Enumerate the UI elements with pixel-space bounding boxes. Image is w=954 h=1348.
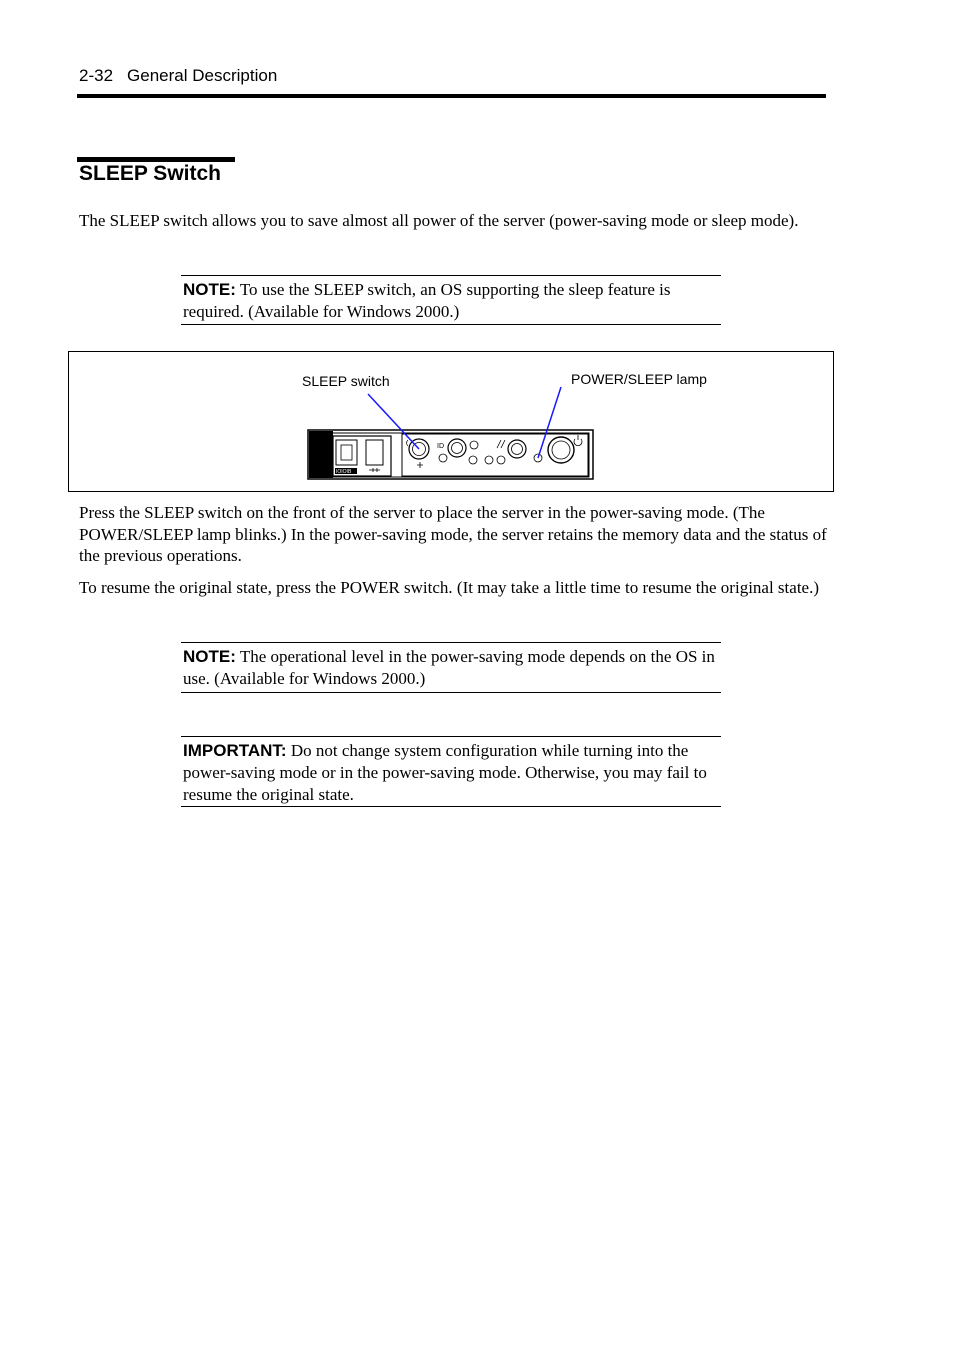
page-header — [79, 66, 277, 86]
front-panel-figure — [68, 351, 834, 492]
intro-paragraph: The SLEEP switch allows you to save almost all power of the server (power-saving mode or sleep mode). — [79, 211, 799, 230]
id-switch-inner — [452, 443, 463, 454]
note-label: NOTE: — [183, 647, 236, 666]
disk-lamp — [469, 456, 477, 464]
page-number: 2-32 — [79, 66, 114, 85]
important-box — [181, 736, 721, 807]
sleep-switch-callout-label: SLEEP switch — [302, 373, 390, 389]
sleep-procedure-paragraph: Press the SLEEP switch on the front of the server to place the server in the power-saving mode. (The POWER/SLEEP lamp blinks.) In the power-saving mode, the server retains the memory data and the status of the previous operations. — [79, 503, 827, 565]
important-text: Do not change system configuration while turning into the power-saving mode or in the power-saving mode. Otherwise, you may fail to resume the original state. — [183, 741, 707, 804]
note-box-operational-level — [181, 642, 721, 693]
id-switch-label: ID — [437, 443, 444, 450]
note-text: The operational level in the power-saving mode depends on the OS in use. (Available for Windows 2000.) — [183, 647, 715, 688]
status-lamp-2 — [497, 456, 505, 464]
panel-dark-block — [309, 431, 333, 478]
header-section-title: General Description — [127, 66, 278, 85]
resume-paragraph: To resume the original state, press the POWER switch. (It may take a little time to resume the original state.) — [79, 578, 819, 597]
front-panel-illustration — [69, 352, 833, 491]
reset-switch-inner — [512, 444, 523, 455]
important-label: IMPORTANT: — [183, 741, 287, 760]
header-rule — [77, 94, 826, 98]
note-box-sleep-requirement — [181, 275, 721, 325]
usb-port — [366, 440, 383, 465]
power-switch-inner — [552, 441, 570, 459]
power-sleep-lamp-callout-label: POWER/SLEEP lamp — [571, 371, 707, 387]
lan-lamp — [485, 456, 493, 464]
id-lamp — [439, 454, 447, 462]
port-badge-label: IOIOIB — [336, 469, 352, 475]
note-text: To use the SLEEP switch, an OS supporting the sleep feature is required. (Available for Windows 2000.) — [183, 280, 671, 321]
status-lamp-1 — [470, 441, 478, 449]
section-title: SLEEP Switch — [79, 162, 221, 185]
serial-port-inner — [341, 445, 352, 460]
note-label: NOTE: — [183, 280, 236, 299]
